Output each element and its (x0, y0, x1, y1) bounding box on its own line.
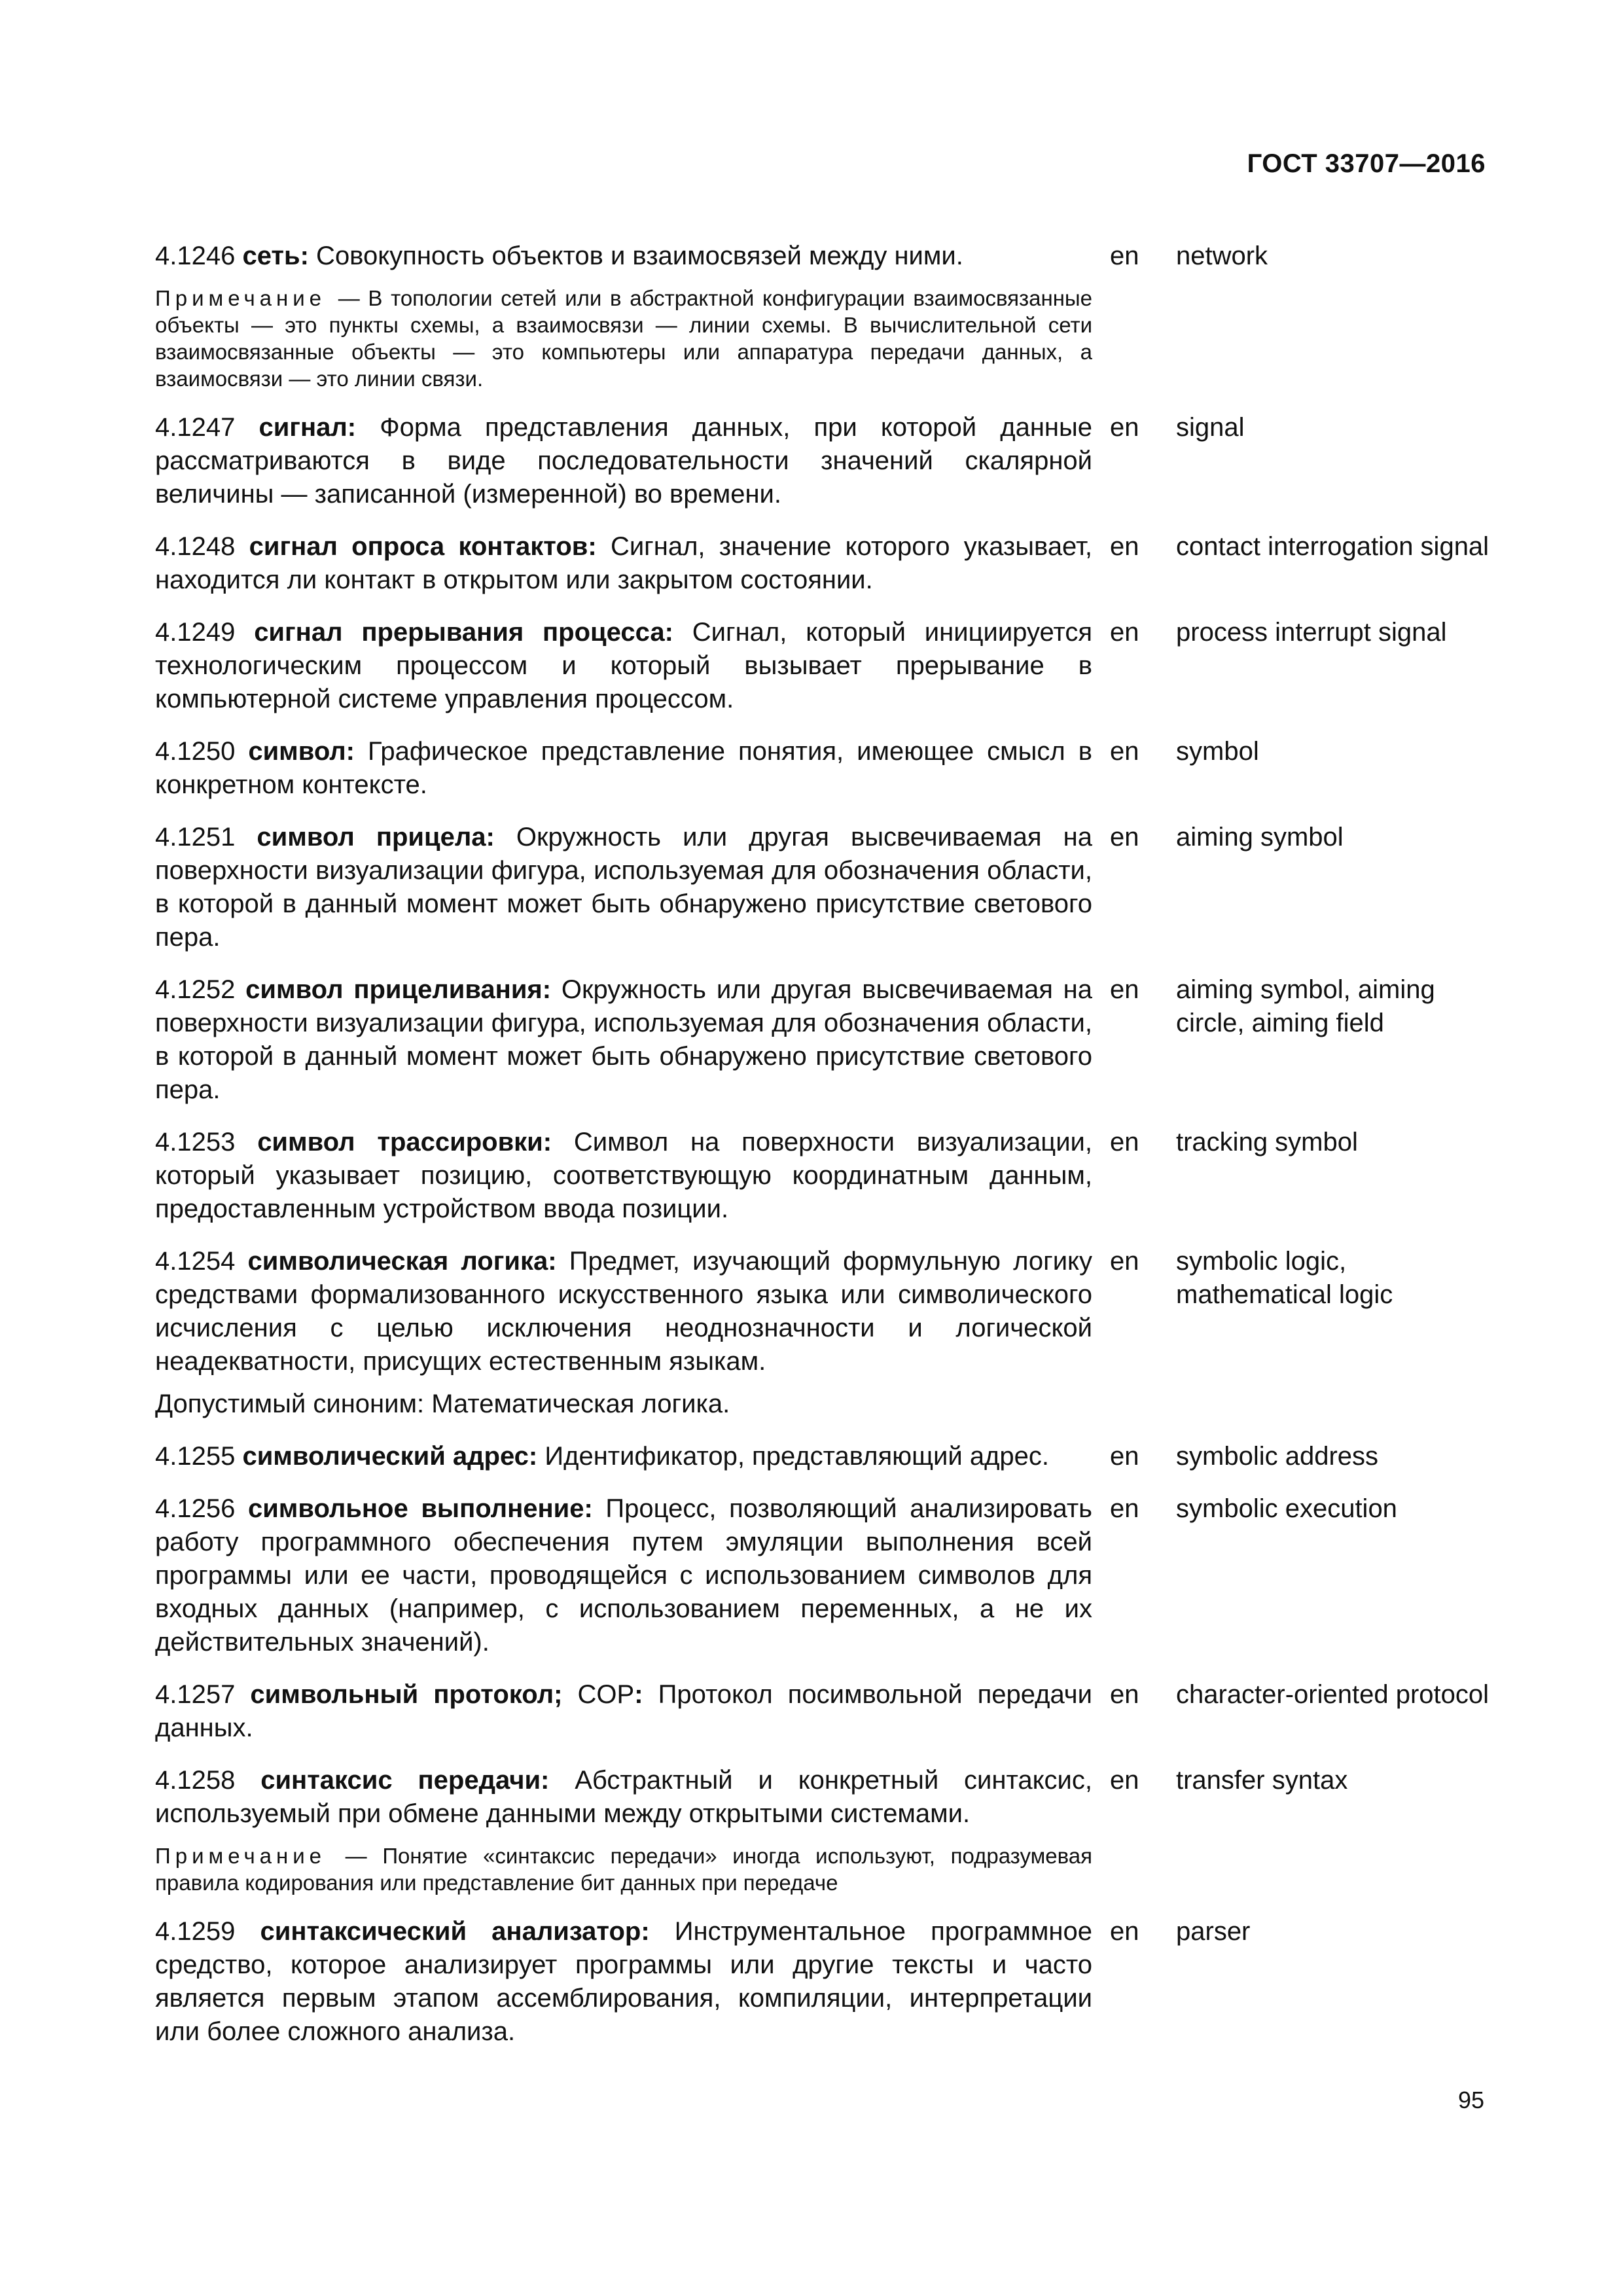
term-name: синтаксический анализатор: (260, 1917, 650, 1946)
english-equivalent: network (1176, 242, 1268, 270)
definition-text: Протокол посимвольной передачи данных. (155, 1680, 1092, 1742)
definition-text: Идентификатор, представляющий адрес. (537, 1442, 1050, 1471)
english-equivalent: transfer syntax (1176, 1766, 1348, 1795)
definition-text: Сигнал, значение которого указывает, находится ли контакт в открытом или закрытом состоянии. (155, 532, 1092, 594)
english-equivalent: parser (1176, 1917, 1251, 1946)
english-equivalent: symbolic address (1176, 1442, 1379, 1471)
term-number: 4.1256 (155, 1494, 236, 1523)
term-number: 4.1258 (155, 1766, 236, 1795)
document-header: ГОСТ 33707—2016 (1247, 149, 1486, 178)
english-equivalent: symbolic logic, mathematical logic (1176, 1247, 1393, 1309)
definition-text: Окружность или другая высвечиваемая на поверхности визуализации фигура, используемая для обозначения области, в которой в данный момент может быть обнаружено присутствие светового пера. (155, 975, 1093, 1104)
term-number: 4.1249 (155, 618, 236, 647)
language-code: en (1110, 1128, 1139, 1157)
term-entry (155, 735, 1487, 802)
term-number: 4.1259 (155, 1917, 236, 1946)
term-entry (155, 1245, 1487, 1421)
note-label: Примечание (155, 286, 327, 310)
page-number: 95 (1457, 2087, 1484, 2113)
term-entry (155, 1915, 1487, 2049)
term-definition (155, 1764, 1092, 1831)
language-code: en (1110, 1494, 1139, 1523)
language-code: en (1110, 1680, 1139, 1709)
note-label: Примечание (155, 1844, 327, 1868)
english-equivalent: process interrupt signal (1176, 618, 1447, 647)
term-definition (155, 411, 1092, 511)
language-code: en (1110, 618, 1139, 647)
language-code: en (1110, 975, 1139, 1004)
term-entry (155, 616, 1487, 716)
terms-list (155, 240, 1487, 2068)
note-text: — В топологии сетей или в абстрактной конфигурации взаимосвязанные объекты — это пункты схемы, а взаимосвязи — линии схемы. В вычислительной сети взаимосвязанные объекты — это компьютеры или аппаратура передачи данных, а взаимосвязи — это линии связи. (155, 286, 1092, 391)
term-name: символьное выполнение: (247, 1494, 593, 1523)
english-equivalent: aiming symbol (1176, 823, 1344, 852)
english-equivalent: tracking symbol (1176, 1128, 1358, 1157)
language-code: en (1110, 413, 1139, 442)
term-definition (155, 240, 1092, 273)
definition-text: Инструментальное программное средство, которое анализирует программы или другие тексты и часто является первым этапом ассемблирования, компиляции, интерпретации или более сложного анализа. (155, 1917, 1092, 2046)
language-code: en (1110, 823, 1139, 852)
term-entry (155, 1440, 1487, 1473)
term-definition (155, 735, 1092, 802)
term-number: 4.1253 (155, 1128, 236, 1157)
definition-text: Процесс, позволяющий анализировать работу программного обеспечения путем эмуляции выполнения всей программы или ее части, проводящейся с использованием символов для входных данных (например, с использованием переменных, а не их действительных значений). (155, 1494, 1093, 1657)
term-name: символ прицеливания: (245, 975, 552, 1004)
definition-text: Форма представления данных, при которой данные рассматриваются в виде последовательности значений скалярной величины — записанной (измеренной) во времени. (155, 413, 1092, 509)
term-abbreviation: COP (562, 1680, 635, 1709)
term-name: синтаксис передачи: (260, 1766, 550, 1795)
term-number: 4.1248 (155, 532, 236, 561)
english-equivalent: symbol (1176, 737, 1259, 766)
term-synonym: Допустимый синоним: Математическая логика. (155, 1390, 730, 1418)
term-entry (155, 1126, 1487, 1226)
language-code: en (1110, 1442, 1139, 1471)
english-equivalent: contact interrogation signal (1176, 532, 1489, 561)
definition-text: Окружность или другая высвечиваемая на поверхности визуализации фигура, используемая для обозначения области, в которой в данный момент может быть обнаружено присутствие светового пера. (155, 823, 1092, 952)
term-definition (155, 1915, 1092, 2049)
english-equivalent: aiming symbol, aiming circle, aiming field (1176, 975, 1435, 1037)
term-definition (155, 1245, 1092, 1378)
term-entry (155, 973, 1487, 1107)
term-definition (155, 530, 1092, 597)
term-name: сигнал опроса контактов: (249, 532, 597, 561)
definition-text: Совокупность объектов и взаимосвязей между ними. (308, 242, 963, 270)
term-entry (155, 1764, 1487, 1896)
term-entry (155, 530, 1487, 597)
term-name: символ прицела: (257, 823, 495, 852)
term-name: символьный протокол; (250, 1680, 563, 1709)
term-definition (155, 1492, 1092, 1659)
definition-text: Графическое представление понятия, имеющее смысл в конкретном контексте. (155, 737, 1092, 799)
term-name: символ трассировки: (257, 1128, 552, 1157)
term-number: 4.1247 (155, 413, 236, 442)
term-colon: : (634, 1680, 643, 1709)
definition-text: Символ на поверхности визуализации, который указывает позицию, соответствующую координатным данным, предоставленным устройством ввода позиции. (155, 1128, 1092, 1223)
term-name: сигнал прерывания процесса: (254, 618, 673, 647)
definition-text: Сигнал, который инициируется технологическим процессом и который вызывает прерывание в компьютерной системе управления процессом. (155, 618, 1092, 713)
term-name: сеть: (242, 242, 309, 270)
language-code: en (1110, 1247, 1139, 1276)
term-name: символ: (248, 737, 355, 766)
language-code: en (1110, 1917, 1139, 1946)
term-number: 4.1250 (155, 737, 236, 766)
term-definition (155, 1440, 1092, 1473)
language-code: en (1110, 1766, 1139, 1795)
term-entry (155, 1678, 1487, 1745)
term-definition (155, 1126, 1092, 1226)
term-number: 4.1246 (155, 242, 236, 270)
term-name: сигнал: (259, 413, 357, 442)
english-equivalent: character-oriented protocol (1176, 1680, 1489, 1709)
term-entry (155, 240, 1487, 392)
language-code: en (1110, 242, 1139, 270)
term-number: 4.1255 (155, 1442, 236, 1471)
term-note (155, 285, 1092, 392)
english-equivalent: signal (1176, 413, 1245, 442)
english-equivalent: symbolic execution (1176, 1494, 1397, 1523)
term-definition (155, 1678, 1092, 1745)
term-entry (155, 1492, 1487, 1659)
term-number: 4.1257 (155, 1680, 236, 1709)
term-definition (155, 973, 1092, 1107)
note-text: — Понятие «синтаксис передачи» иногда используют, подразумевая правила кодирования или представление бит данных при передаче (155, 1844, 1092, 1895)
term-number: 4.1251 (155, 823, 236, 852)
language-code: en (1110, 737, 1139, 766)
term-definition (155, 616, 1092, 716)
definition-text: Предмет, изучающий формульную логику средствами формализованного искусственного языка или символического исчисления с целью исключения неоднозначности и логической неадекватности, присущих естественным языкам. (155, 1247, 1093, 1376)
term-definition (155, 821, 1092, 954)
term-entry (155, 821, 1487, 954)
term-entry (155, 411, 1487, 511)
term-note (155, 1842, 1092, 1896)
language-code: en (1110, 532, 1139, 561)
term-number: 4.1254 (155, 1247, 236, 1276)
term-number: 4.1252 (155, 975, 236, 1004)
term-name: символический адрес: (242, 1442, 538, 1471)
definition-text: Абстрактный и конкретный синтаксис, используемый при обмене данными между открытыми системами. (155, 1766, 1092, 1828)
term-name: символическая логика: (247, 1247, 557, 1276)
